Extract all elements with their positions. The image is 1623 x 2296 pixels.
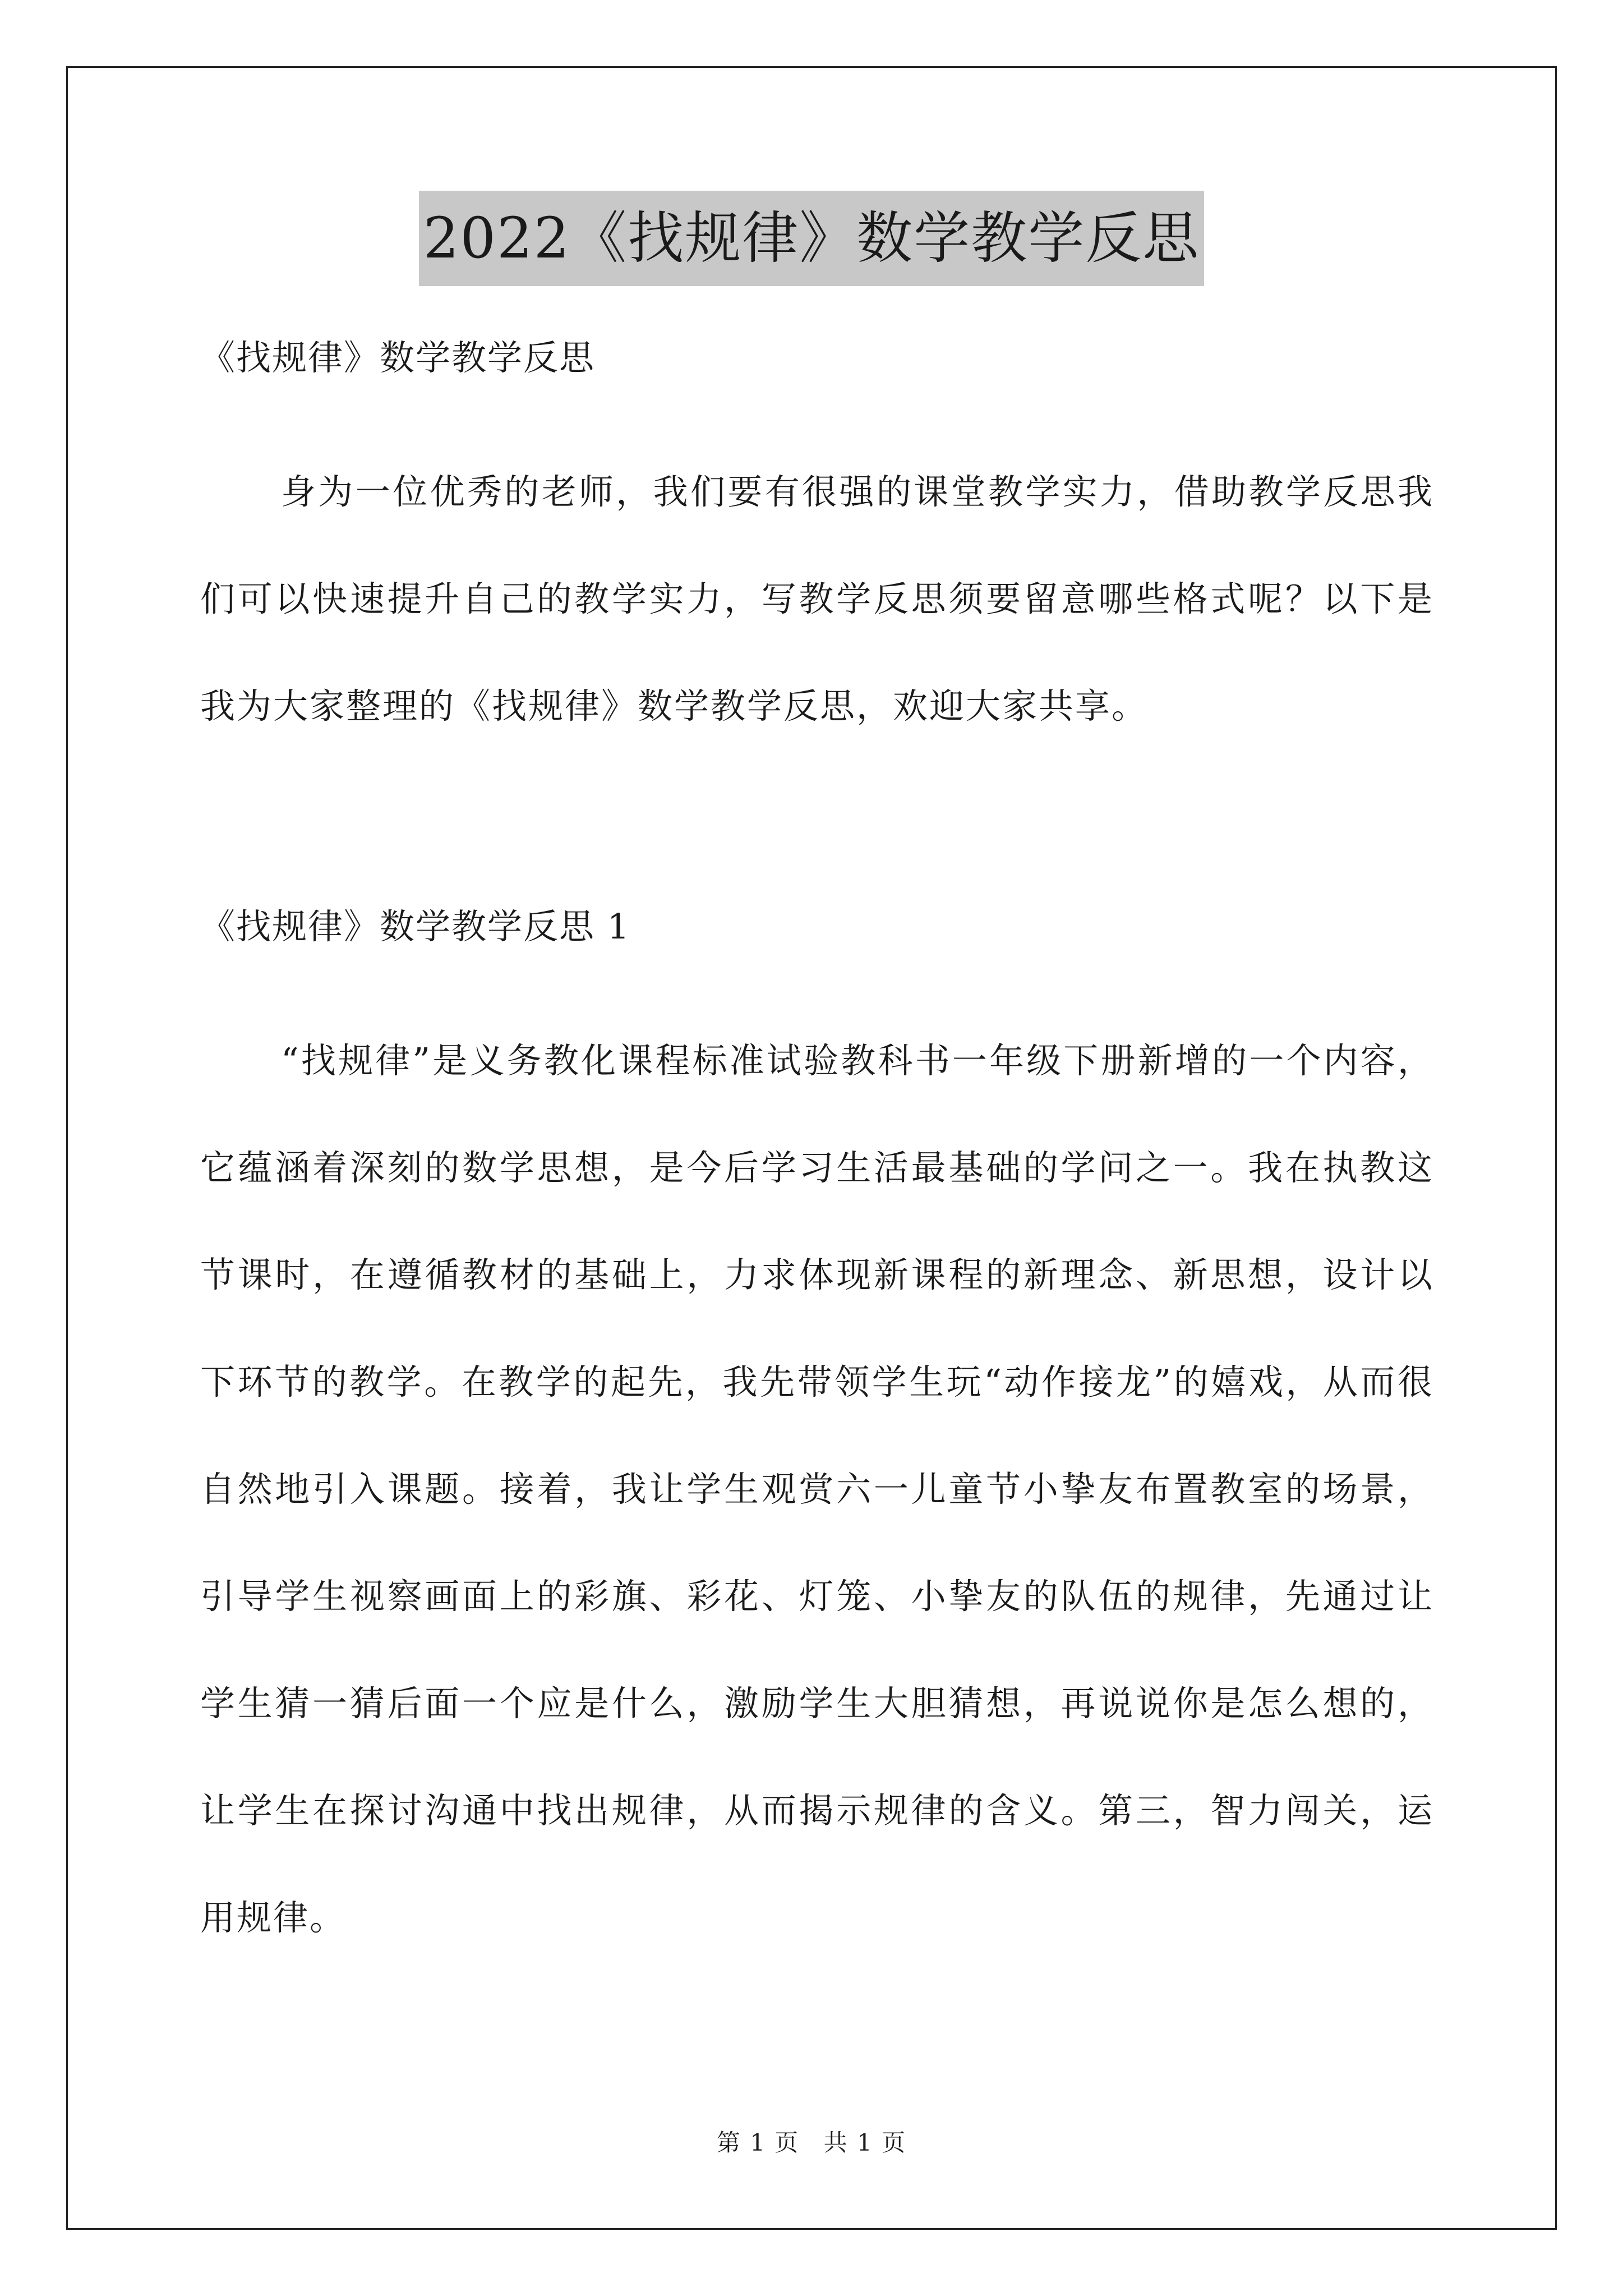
section-1-heading: 《找规律》数学教学反思 1 [200, 906, 631, 947]
intro-heading: 《找规律》数学教学反思 [200, 337, 596, 378]
page-total: 共 1 页 [823, 2129, 907, 2156]
intro-paragraph: 身为一位优秀的老师，我们要有很强的课堂教学实力，借助教学反思我们可以快速提升自己的教学实力，写教学反思须要留意哪些格式呢？以下是我为大家整理的《找规律》数学教学反思，欢迎大家共享。 [200, 471, 1434, 726]
page-footer [0, 2126, 1623, 2160]
section-1-paragraph: “找规律”是义务教化课程标准试验教科书一年级下册新增的一个内容，它蕴涵着深刻的数学思想，是今后学习生活最基础的学问之一。我在执教这节课时，在遵循教材的基础上，力求体现新课程的新理念、新思想，设计以下环节的教学。在教学的起先，我先带领学生玩“动作接龙”的嬉戏，从而很自然地引入课题。接着，我让学生观赏六一儿童节小挚友布置教室的场景，引导学生视察画面上的彩旗、彩花、灯笼、小挚友的队伍的规律，先通过让学生猜一猜后面一个应是什么，激励学生大胆猜想，再说说你是怎么想的，让学生在探讨沟通中找出规律，从而揭示规律的含义。第三，智力闯关，运用规律。 [200, 1040, 1434, 1938]
document-title: 2022《找规律》数学教学反思 [419, 191, 1205, 286]
document-body [200, 331, 1434, 1971]
title-container [0, 191, 1623, 286]
page-number: 第 1 页 [716, 2129, 800, 2156]
